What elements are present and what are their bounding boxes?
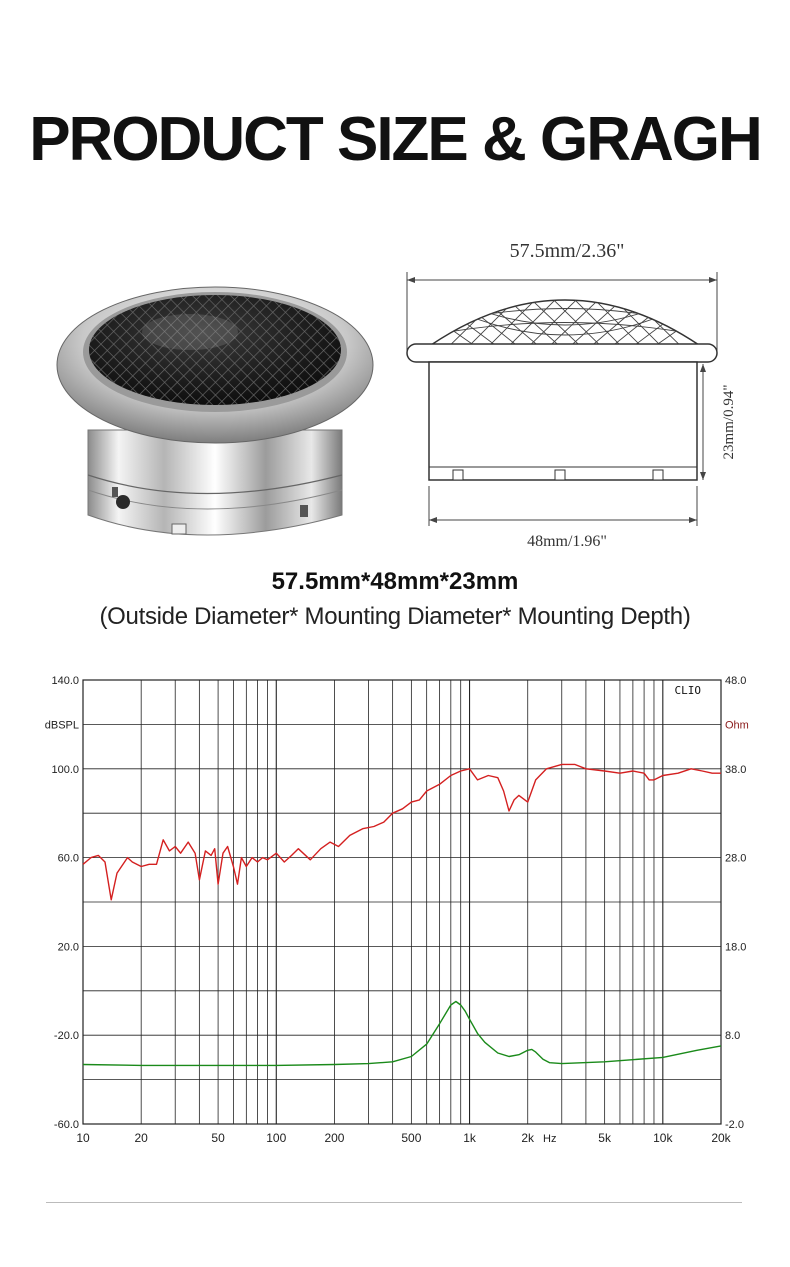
mounting-depth-label: 23mm/0.94": [721, 384, 737, 460]
y-tick-label: -20.0: [53, 1030, 79, 1043]
dimensions-text: 57.5mm*48mm*23mm: [271, 568, 519, 595]
clio-annotation: CLIO: [674, 684, 701, 697]
x-tick-label: 2k: [521, 1131, 535, 1145]
y-tick-label: 100.0: [51, 763, 79, 776]
y2-tick-label: 38.0: [725, 763, 747, 776]
y-axis-label: dBSPL: [44, 719, 79, 732]
x-tick-label: 20k: [711, 1131, 731, 1145]
x-tick-label: 10k: [653, 1131, 673, 1145]
x-tick-label: 500: [401, 1131, 422, 1145]
y-tick-label: 20.0: [57, 941, 79, 954]
dimensions-description: (Outside Diameter* Mounting Diameter* Mounting Depth): [99, 603, 691, 630]
frequency-response-chart: [30, 668, 760, 1152]
x-tick-label: 100: [266, 1131, 287, 1145]
tweeter-photo: [50, 280, 380, 550]
x-tick-label: 200: [324, 1131, 345, 1145]
x-tick-label: 5k: [598, 1131, 611, 1145]
y2-tick-label: -2.0: [725, 1119, 744, 1131]
x-tick-label: 1k: [463, 1131, 476, 1145]
x-axis-label: Hz: [543, 1133, 557, 1145]
x-tick-label: 10: [76, 1131, 90, 1145]
mounting-diameter-label: 48mm/1.96": [527, 533, 607, 550]
x-tick-label: 50: [211, 1131, 225, 1145]
y2-axis-label: Ohm: [725, 719, 749, 732]
dimension-drawing: [395, 230, 745, 560]
x-tick-label: 20: [134, 1131, 148, 1145]
y2-tick-label: 8.0: [725, 1030, 741, 1043]
page-title: PRODUCT SIZE & GRAGH: [29, 105, 761, 174]
y2-tick-label: 18.0: [725, 941, 747, 954]
y2-tick-label: 28.0: [725, 852, 747, 865]
y-tick-label: 140.0: [51, 675, 79, 687]
divider: [46, 1202, 742, 1203]
y2-tick-label: 48.0: [725, 675, 747, 687]
y-tick-label: -60.0: [53, 1119, 79, 1131]
outside-diameter-label: 57.5mm/2.36": [509, 240, 625, 262]
y-tick-label: 60.0: [57, 852, 79, 865]
